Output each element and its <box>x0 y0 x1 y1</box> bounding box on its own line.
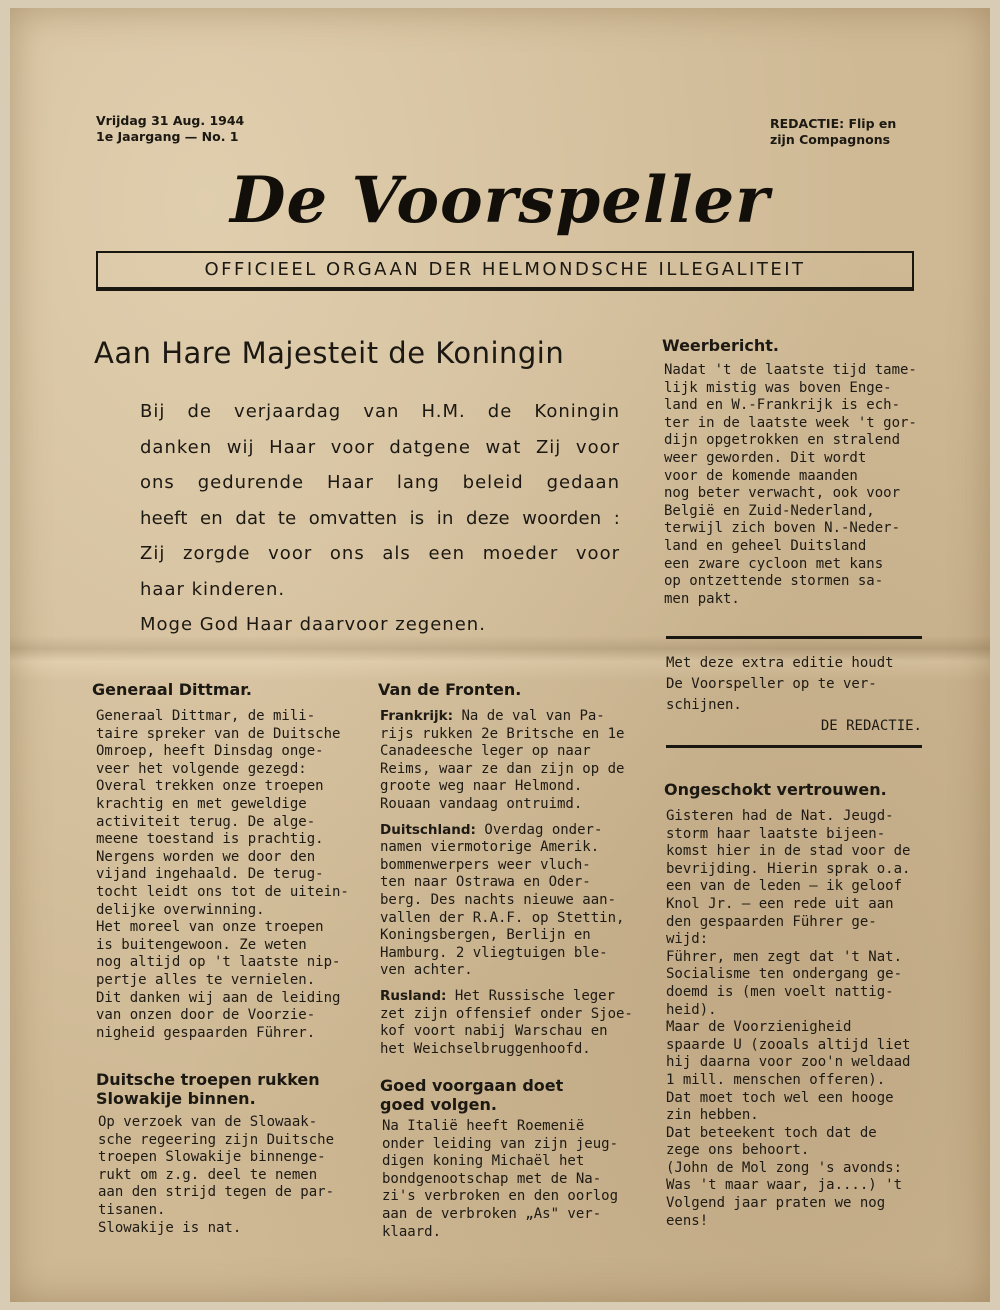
queen-line: heeft en dat te omvatten is in deze woorden : <box>140 507 620 529</box>
fronten-line: vallen der R.A.F. op Stettin, <box>380 909 625 926</box>
vertrouwen-line: wijd: <box>666 931 709 948</box>
vertrouwen-line: hij daarna voor zoo'n weldaad <box>666 1054 911 1071</box>
fronten-line: groote weg naar Helmond. <box>380 778 583 795</box>
fronten-line: Hamburg. 2 vliegtuigen ble- <box>380 944 608 961</box>
masthead-title: De Voorspeller <box>230 163 770 238</box>
vertrouwen-line: eens! <box>666 1212 709 1229</box>
duitschland-label: Duitschland: <box>380 821 476 838</box>
weather-line: land en W.-Frankrijk is ech- <box>664 397 901 414</box>
weather-line: weer geworden. Dit wordt <box>664 449 867 466</box>
goed-line: bondgenootschap met de Na- <box>382 1170 602 1187</box>
dittmar-line: veer het volgende gezegd: <box>96 760 307 777</box>
dittmar-line: Omroep, heeft Dinsdag onge- <box>96 743 324 760</box>
fronten-line: Canadeesche leger op naar <box>380 743 591 760</box>
duitschland-first-line: Duitschland: Overdag onder- <box>380 821 603 838</box>
weather-title: Weerbericht. <box>662 336 779 355</box>
fronten-line: het Weichselbruggenhoofd. <box>380 1040 591 1057</box>
goed-line: digen koning Michaël het <box>382 1153 585 1170</box>
weather-line: Nadat 't de laatste tijd tame- <box>664 362 917 378</box>
fronten-line: kof voort nabij Warschau en <box>380 1023 608 1040</box>
vertrouwen-line: bevrijding. Hierin sprak o.a. <box>666 860 911 877</box>
weather-line: land en geheel Duitsland <box>664 537 867 554</box>
weather-line: terwijl zich boven N.-Neder- <box>664 520 901 537</box>
vertrouwen-line: Dat beteekent toch dat de <box>666 1124 877 1141</box>
vertrouwen-line: heid). <box>666 1001 717 1018</box>
slowakije-line: sche regeering zijn Duitsche <box>98 1131 335 1148</box>
vertrouwen-line: Was 't maar waar, ja....) 't <box>666 1177 903 1194</box>
vertrouwen-line: storm haar laatste bijeen- <box>666 825 886 842</box>
vertrouwen-line: den gespaarden Führer ge- <box>666 913 877 930</box>
dittmar-line: krachtig en met geweldige <box>96 795 307 812</box>
editors-line-2: zijn Compagnons <box>770 132 891 147</box>
vertrouwen-line: Dat moet toch wel een hooge <box>666 1089 894 1106</box>
vertrouwen-line: Knol Jr. — een rede uit aan <box>666 895 894 912</box>
slowakije-title-line-1: Duitsche troepen rukken <box>96 1070 320 1089</box>
queen-line: Zij zorgde voor ons als een moeder voor <box>140 543 620 564</box>
vertrouwen-line: Volgend jaar praten we nog <box>666 1195 886 1212</box>
masthead-subtitle-banner <box>96 251 914 291</box>
dittmar-line: van onzen door de Voorzie- <box>96 1007 316 1024</box>
vertrouwen-line: komst hier in de stad voor de <box>666 843 911 860</box>
dittmar-line: nog altijd op 't laatste nip- <box>96 954 341 971</box>
queen-line: ons gedurende Haar lang beleid gedaan <box>140 472 620 493</box>
slowakije-line: Slowakije is nat. <box>98 1219 242 1236</box>
notice-line: Met deze extra editie houdt <box>666 655 894 671</box>
vertrouwen-line: Gisteren had de Nat. Jeugd- <box>666 808 894 824</box>
farewell-notice <box>666 653 926 737</box>
weather-line: een zware cycloon met kans <box>664 555 884 572</box>
masthead-subtitle: OFFICIEEL ORGAAN DER HELMONDSCHE ILLEGALITEIT <box>204 259 806 280</box>
fronten-line: rijs rukken 2e Britsche en 1e <box>380 725 625 742</box>
goed-body <box>382 1118 652 1241</box>
queen-line: Moge God Haar daarvoor zegenen. <box>140 614 486 635</box>
queen-line: haar kinderen. <box>140 578 286 600</box>
queen-line: danken wij Haar voor datgene wat Zij voor <box>140 436 620 458</box>
queen-article-body <box>140 394 620 643</box>
dittmar-line: delijke overwinning. <box>96 901 265 918</box>
weather-line: dijn opgetrokken en stralend <box>664 432 901 449</box>
weather-line: voor de komende maanden <box>664 467 858 484</box>
goed-title-line-2: goed volgen. <box>380 1095 497 1114</box>
fronten-line: berg. Des nachts nieuwe aan- <box>380 891 617 908</box>
notice-line: schijnen. <box>666 697 742 713</box>
dittmar-title: Generaal Dittmar. <box>92 680 252 699</box>
dittmar-line: activiteit terug. De alge- <box>96 813 316 830</box>
fronten-line: namen viermotorige Amerik. <box>380 839 600 856</box>
notice-line: De Voorspeller op te ver- <box>666 676 877 692</box>
newspaper-page <box>10 8 990 1302</box>
vertrouwen-line: doemd is (men voelt nattig- <box>666 983 894 1000</box>
weather-line: lijk mistig was boven Enge- <box>664 379 892 396</box>
dittmar-line: pertje alles te vernielen. <box>96 971 316 988</box>
vertrouwen-title: Ongeschokt vertrouwen. <box>664 780 887 799</box>
fronten-line: zet zijn offensief onder Sjoe- <box>380 1005 633 1022</box>
issue-info <box>96 113 244 145</box>
slowakije-title <box>96 1070 320 1108</box>
vertrouwen-line: spaarde U (zooals altijd liet <box>666 1036 911 1053</box>
weather-line: op ontzettende stormen sa- <box>664 573 884 590</box>
slowakije-line: troepen Slowakije binnenge- <box>98 1149 326 1166</box>
weather-body <box>664 362 924 608</box>
vertrouwen-line: zin hebben. <box>666 1107 759 1124</box>
vertrouwen-line: zege ons behoort. <box>666 1142 810 1159</box>
dittmar-line: Nergens worden we door den <box>96 848 316 865</box>
dittmar-line: taire spreker van de Duitsche <box>96 725 341 742</box>
dittmar-body <box>96 708 366 1042</box>
slowakije-title-line-2: Slowakije binnen. <box>96 1089 256 1108</box>
weather-line: men pakt. <box>664 590 740 607</box>
issue-date: Vrijdag 31 Aug. 1944 <box>96 113 245 128</box>
queen-article-title: Aan Hare Majesteit de Koningin <box>94 336 565 370</box>
frankrijk-first-line: Frankrijk: Na de val van Pa- <box>380 708 605 724</box>
dittmar-line: meene toestand is prachtig. <box>96 831 324 848</box>
rusland-first-line: Rusland: Het Russische leger <box>380 987 616 1004</box>
slowakije-line: rukt om z.g. deel te nemen <box>98 1166 318 1183</box>
goed-line: zi's verbroken en den oorlog <box>382 1188 619 1205</box>
frankrijk-label: Frankrijk: <box>380 708 454 724</box>
dittmar-line: vijand ingehaald. De terug- <box>96 866 324 883</box>
slowakije-line: tisanen. <box>98 1201 166 1218</box>
slowakije-line: Op verzoek van de Slowaak- <box>98 1114 318 1130</box>
fronten-line: bommenwerpers weer vluch- <box>380 856 591 873</box>
fronten-title: Van de Fronten. <box>378 680 522 699</box>
column-rule-top <box>666 636 922 639</box>
dittmar-line: Het moreel van onze troepen <box>96 919 324 936</box>
fronten-line: ven achter. <box>380 962 473 979</box>
goed-line: klaard. <box>382 1223 442 1240</box>
vertrouwen-line: een van de leden — ik geloof <box>666 878 903 895</box>
notice-signature: DE REDACTIE. <box>820 718 922 734</box>
fronten-body <box>380 708 650 1058</box>
editors-info <box>770 116 896 148</box>
slowakije-line: aan den strijd tegen de par- <box>98 1184 335 1201</box>
queen-line: Bij de verjaardag van H.M. de Koningin <box>140 401 620 422</box>
vertrouwen-line: (John de Mol zong 's avonds: <box>666 1159 903 1176</box>
dittmar-line: Dit danken wij aan de leiding <box>96 989 341 1006</box>
goed-line: Na Italië heeft Roemenië <box>382 1118 585 1134</box>
fronten-line: Koningsbergen, Berlijn en <box>380 927 591 944</box>
vertrouwen-line: Socialisme ten ondergang ge- <box>666 966 903 983</box>
fronten-line: Reims, waar ze dan zijn op de <box>380 760 625 777</box>
goed-line: aan de verbroken „As" ver- <box>382 1205 602 1222</box>
editors-line-1: REDACTIE: Flip en <box>770 116 897 131</box>
weather-line: ter in de laatste week 't gor- <box>664 414 917 431</box>
rusland-label: Rusland: <box>380 987 447 1004</box>
issue-edition: 1e Jaargang — No. 1 <box>96 129 239 144</box>
vertrouwen-line: 1 mill. menschen offeren). <box>666 1071 886 1088</box>
goed-line: onder leiding van zijn jeug- <box>382 1135 619 1152</box>
weather-line: nog beter verwacht, ook voor <box>664 485 901 502</box>
vertrouwen-line: Führer, men zegt dat 't Nat. <box>666 948 903 965</box>
dittmar-line: tocht leidt ons tot de uitein- <box>96 883 349 900</box>
column-rule-bottom <box>666 745 922 748</box>
vertrouwen-line: Maar de Voorzienigheid <box>666 1019 852 1036</box>
fronten-line: Rouaan vandaag ontruimd. <box>380 795 583 812</box>
fronten-line: ten naar Ostrawa en Oder- <box>380 874 591 891</box>
goed-title <box>380 1076 563 1114</box>
slowakije-body <box>98 1114 368 1237</box>
dittmar-line: is buitengewoon. Ze weten <box>96 936 307 953</box>
dittmar-line: nigheid gespaarden Führer. <box>96 1024 316 1041</box>
goed-title-line-1: Goed voorgaan doet <box>380 1076 564 1095</box>
weather-line: België en Zuid-Nederland, <box>664 502 875 519</box>
dittmar-line: Generaal Dittmar, de mili- <box>96 708 316 724</box>
vertrouwen-body <box>666 808 928 1230</box>
dittmar-line: Overal trekken onze troepen <box>96 778 324 795</box>
